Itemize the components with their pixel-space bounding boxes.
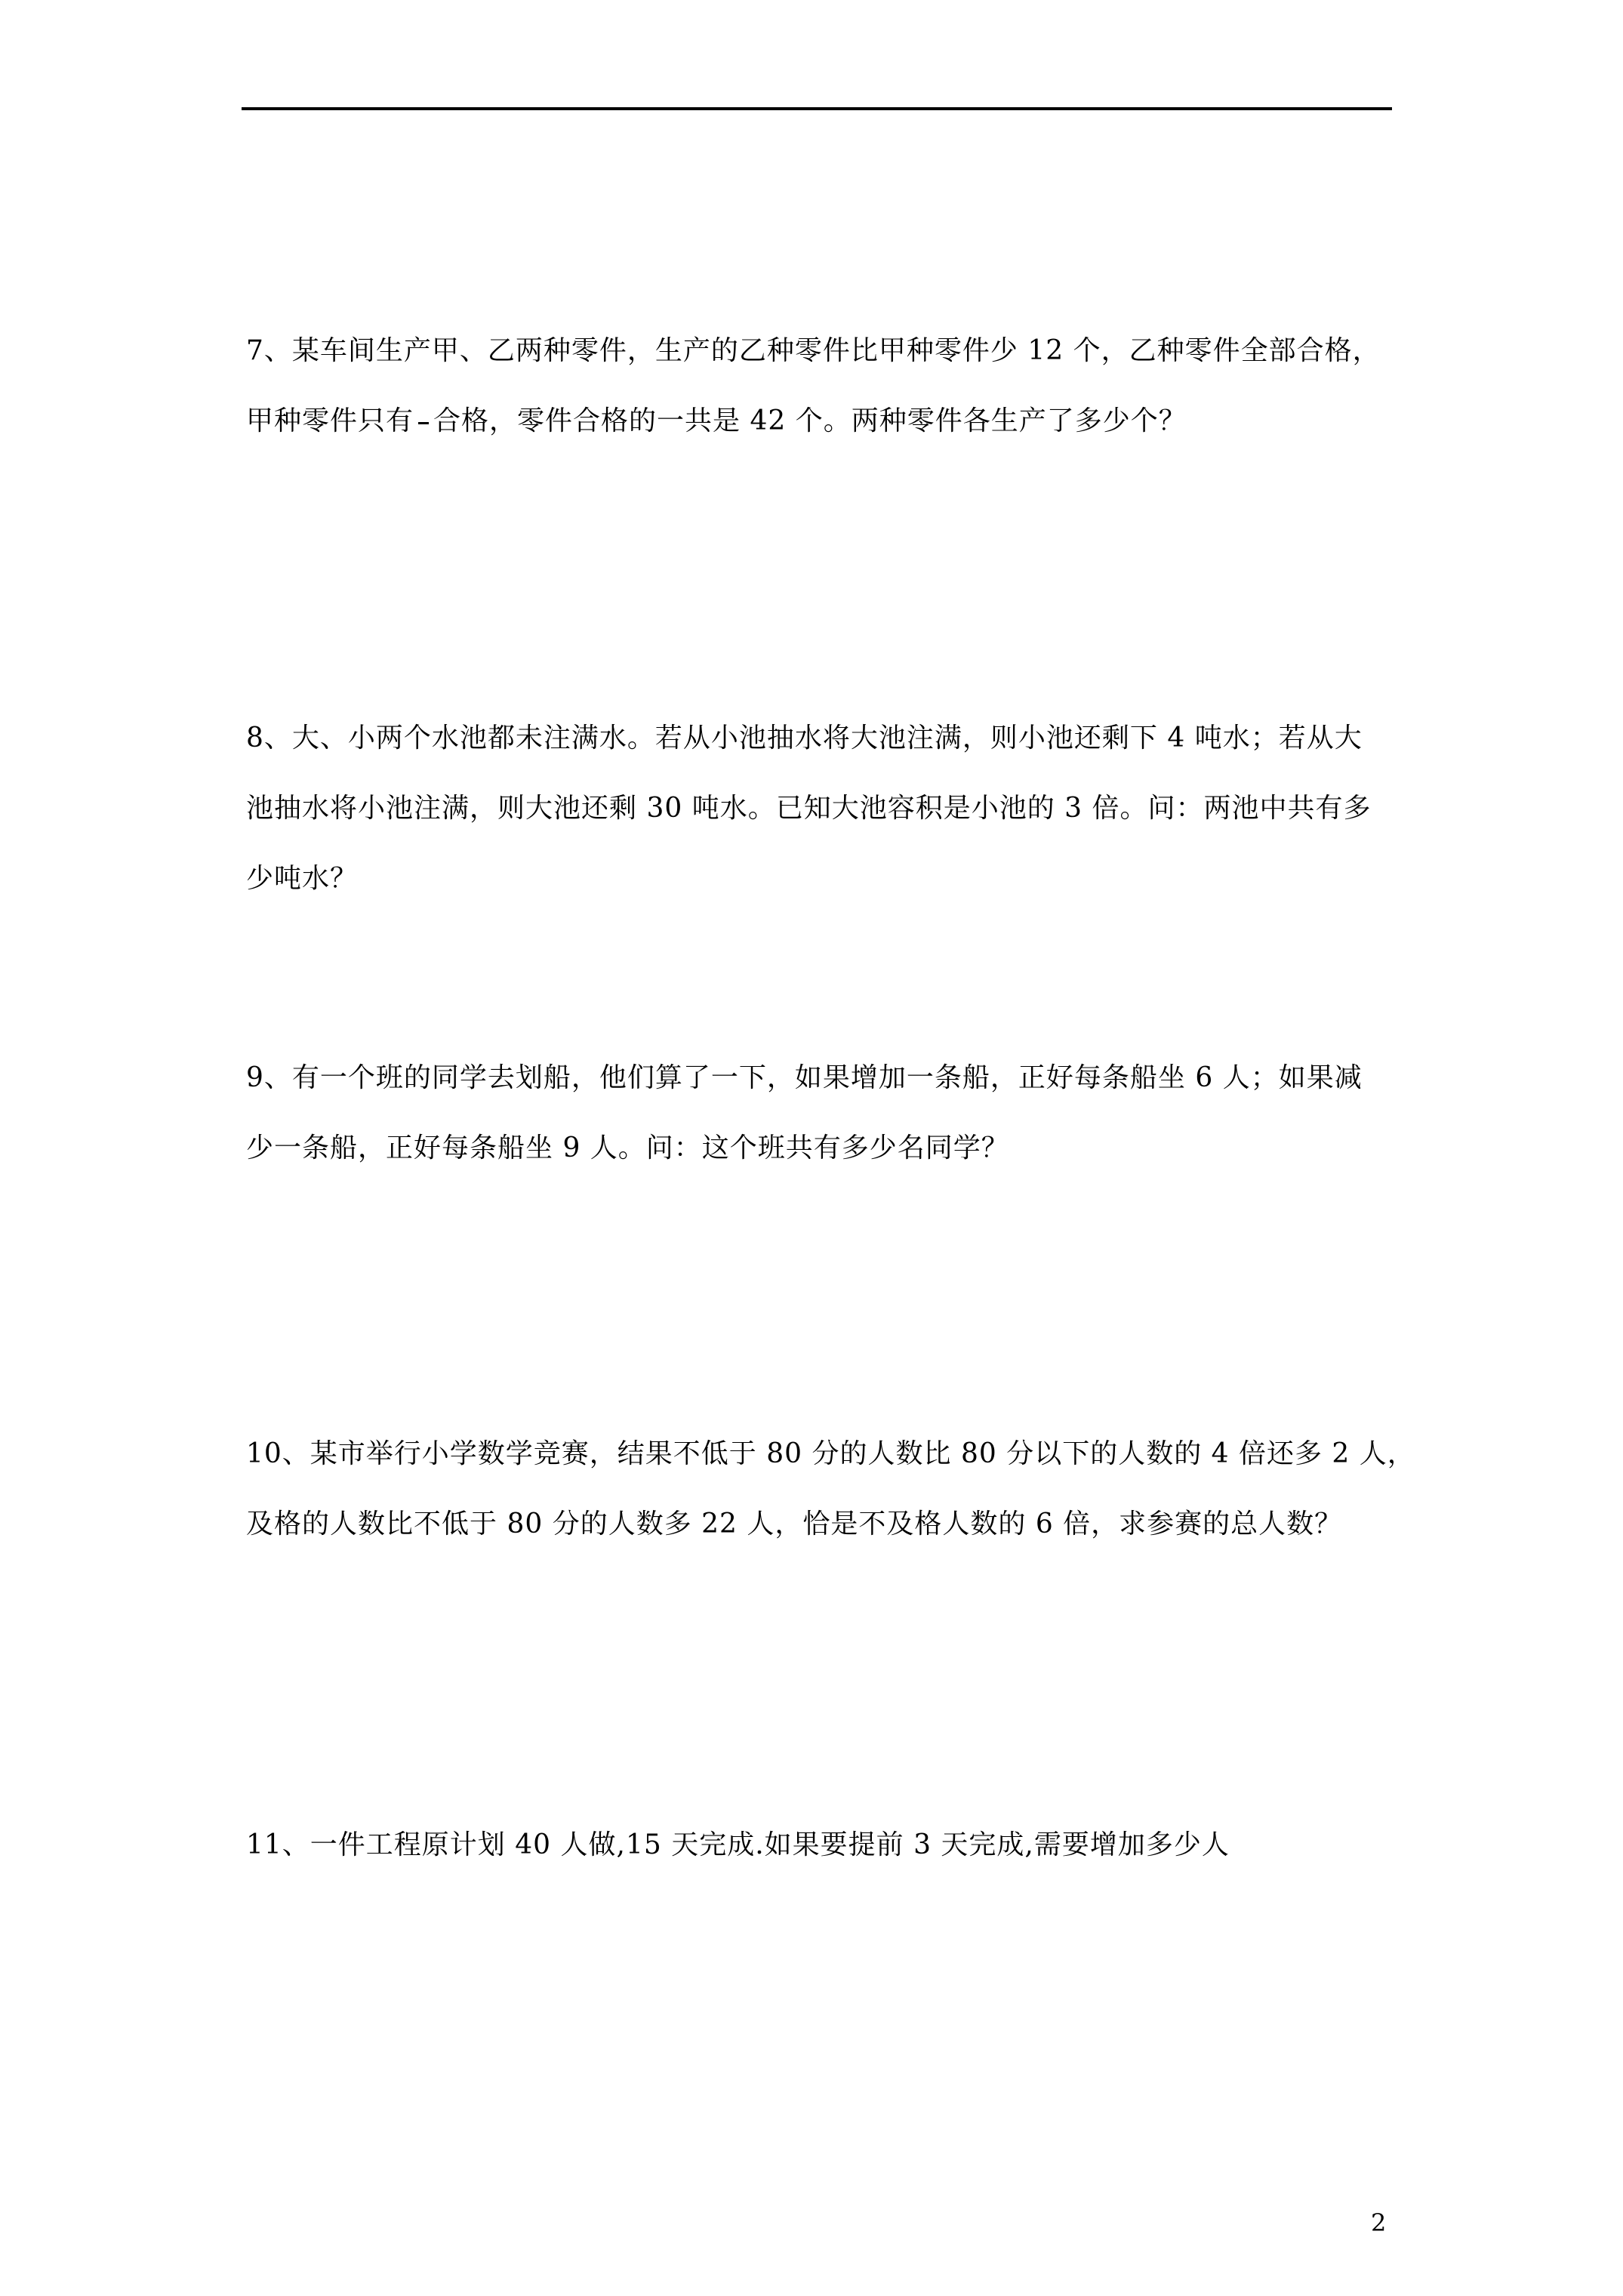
question-9 [246,1043,1394,1183]
fraction-mark [414,409,433,436]
page-number: 2 [1371,2208,1387,2237]
question-10-line-1: 10、某市举行小学数学竞赛，结果不低于 80 分的人数比 80 分以下的人数的 4 倍还多 2 人， [246,1438,1415,1469]
question-9-line-1: 9、有一个班的同学去划船，他们算了一下，如果增加一条船，正好每条船坐 6 人；如果减 [246,1062,1363,1093]
question-10-line-2: 及格的人数比不低于 80 分的人数多 22 人，恰是不及格人数的 6 倍，求参赛的总人数？ [246,1509,1343,1539]
question-9-line-2: 少一条船，正好每条船坐 9 人。问：这个班共有多少名同学？ [246,1133,1009,1163]
question-8-line-2: 池抽水将小池注满，则大池还剩 30 吨水。已知大池容积是小池的 3 倍。问：两池中共有多 [246,793,1372,824]
question-11 [246,1810,1394,1880]
question-7-line-2-part-2: 合格，零件合格的一共是 42 个。两种零件各生产了多少个？ [433,405,1187,436]
question-7-line-2-part-1: 甲种零件只有 [246,405,414,436]
question-10 [246,1419,1415,1559]
question-8-line-3: 少吨水？ [246,863,359,894]
question-11-line-1: 11、一件工程原计划 40 人做,15 天完成.如果要提前 3 天完成,需要增加多少人 [246,1829,1230,1860]
question-7-line-2 [246,386,1394,456]
question-7-line-1: 7、某车间生产甲、乙两种零件，生产的乙种零件比甲种零件少 12 个，乙种零件全部合格， [246,335,1381,366]
header-rule [242,107,1392,110]
question-8 [246,703,1394,914]
question-8-line-1: 8、大、小两个水池都未注满水。若从小池抽水将大池注满，则小池还剩下 4 吨水；若从大 [246,723,1363,754]
question-7 [246,316,1394,456]
